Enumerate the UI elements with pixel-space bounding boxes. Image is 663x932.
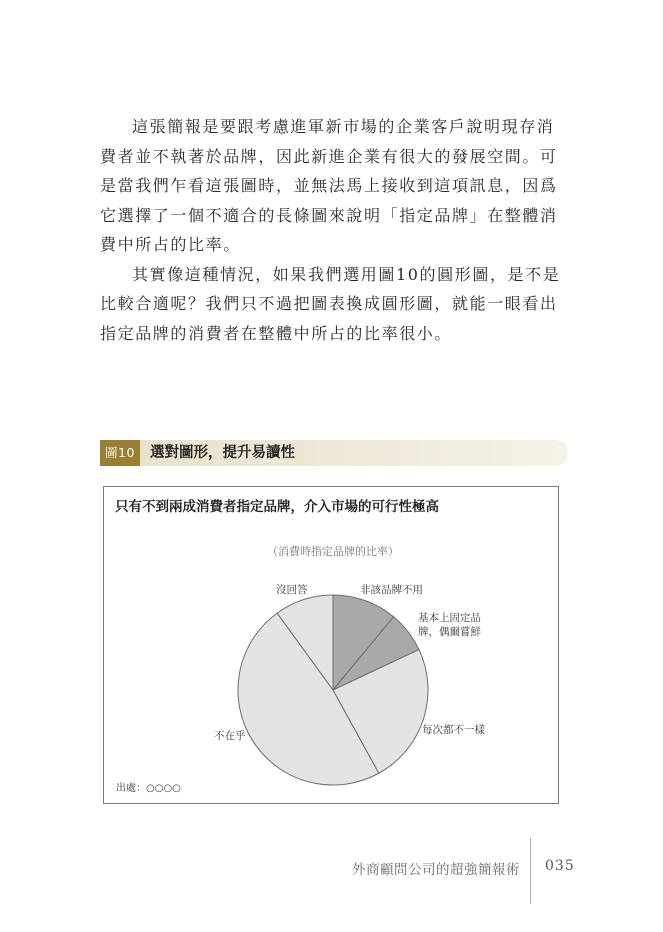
chart-heading: 只有不到兩成消費者指定品牌，介入市場的可行性極高 — [115, 499, 439, 515]
page-number: 035 — [545, 858, 575, 874]
pie-chart — [104, 487, 558, 803]
figure-banner — [100, 440, 568, 466]
paragraph: 這張簡報是要跟考慮進軍新市場的企業客戶說明現存消費者並不執著於品牌，因此新進企業有很大的發展空間。可是當我們乍看這張圖時，並無法馬上接收到這項訊息，因爲它選擇了一個不適合的長條圖來說明「指定品牌」在整體消費中所占的比率。 — [100, 117, 558, 254]
pie-slice-label: 基本上固定品牌，偶爾嘗鮮 — [418, 612, 481, 638]
pie-slice-label: 沒回答 — [276, 584, 308, 596]
body-text — [100, 112, 570, 348]
footer-book-title: 外商顧問公司的超強簡報術 — [352, 862, 520, 878]
figure-number-tag: 圖10 — [100, 440, 140, 466]
footer-divider — [530, 838, 531, 904]
chart-source: 出處：○○○○ — [116, 783, 181, 794]
chart-box — [103, 486, 559, 804]
figure-title: 選對圖形，提升易讀性 — [150, 445, 295, 461]
chart-subtitle: （消費時指定品牌的比率） — [267, 545, 399, 558]
pie-slice-label: 不在乎 — [214, 730, 246, 742]
pie-slice-label: 每次都不一樣 — [422, 724, 485, 736]
paragraph: 其實像這種情況，如果我們選用圖10的圓形圖，是不是比較合適呢？我們只不過把圖表換成圓形圖，就能一眼看出指定品牌的消費者在整體中所占的比率很小。 — [100, 264, 561, 343]
pie-slice-label: 非該品牌不用 — [360, 584, 423, 596]
